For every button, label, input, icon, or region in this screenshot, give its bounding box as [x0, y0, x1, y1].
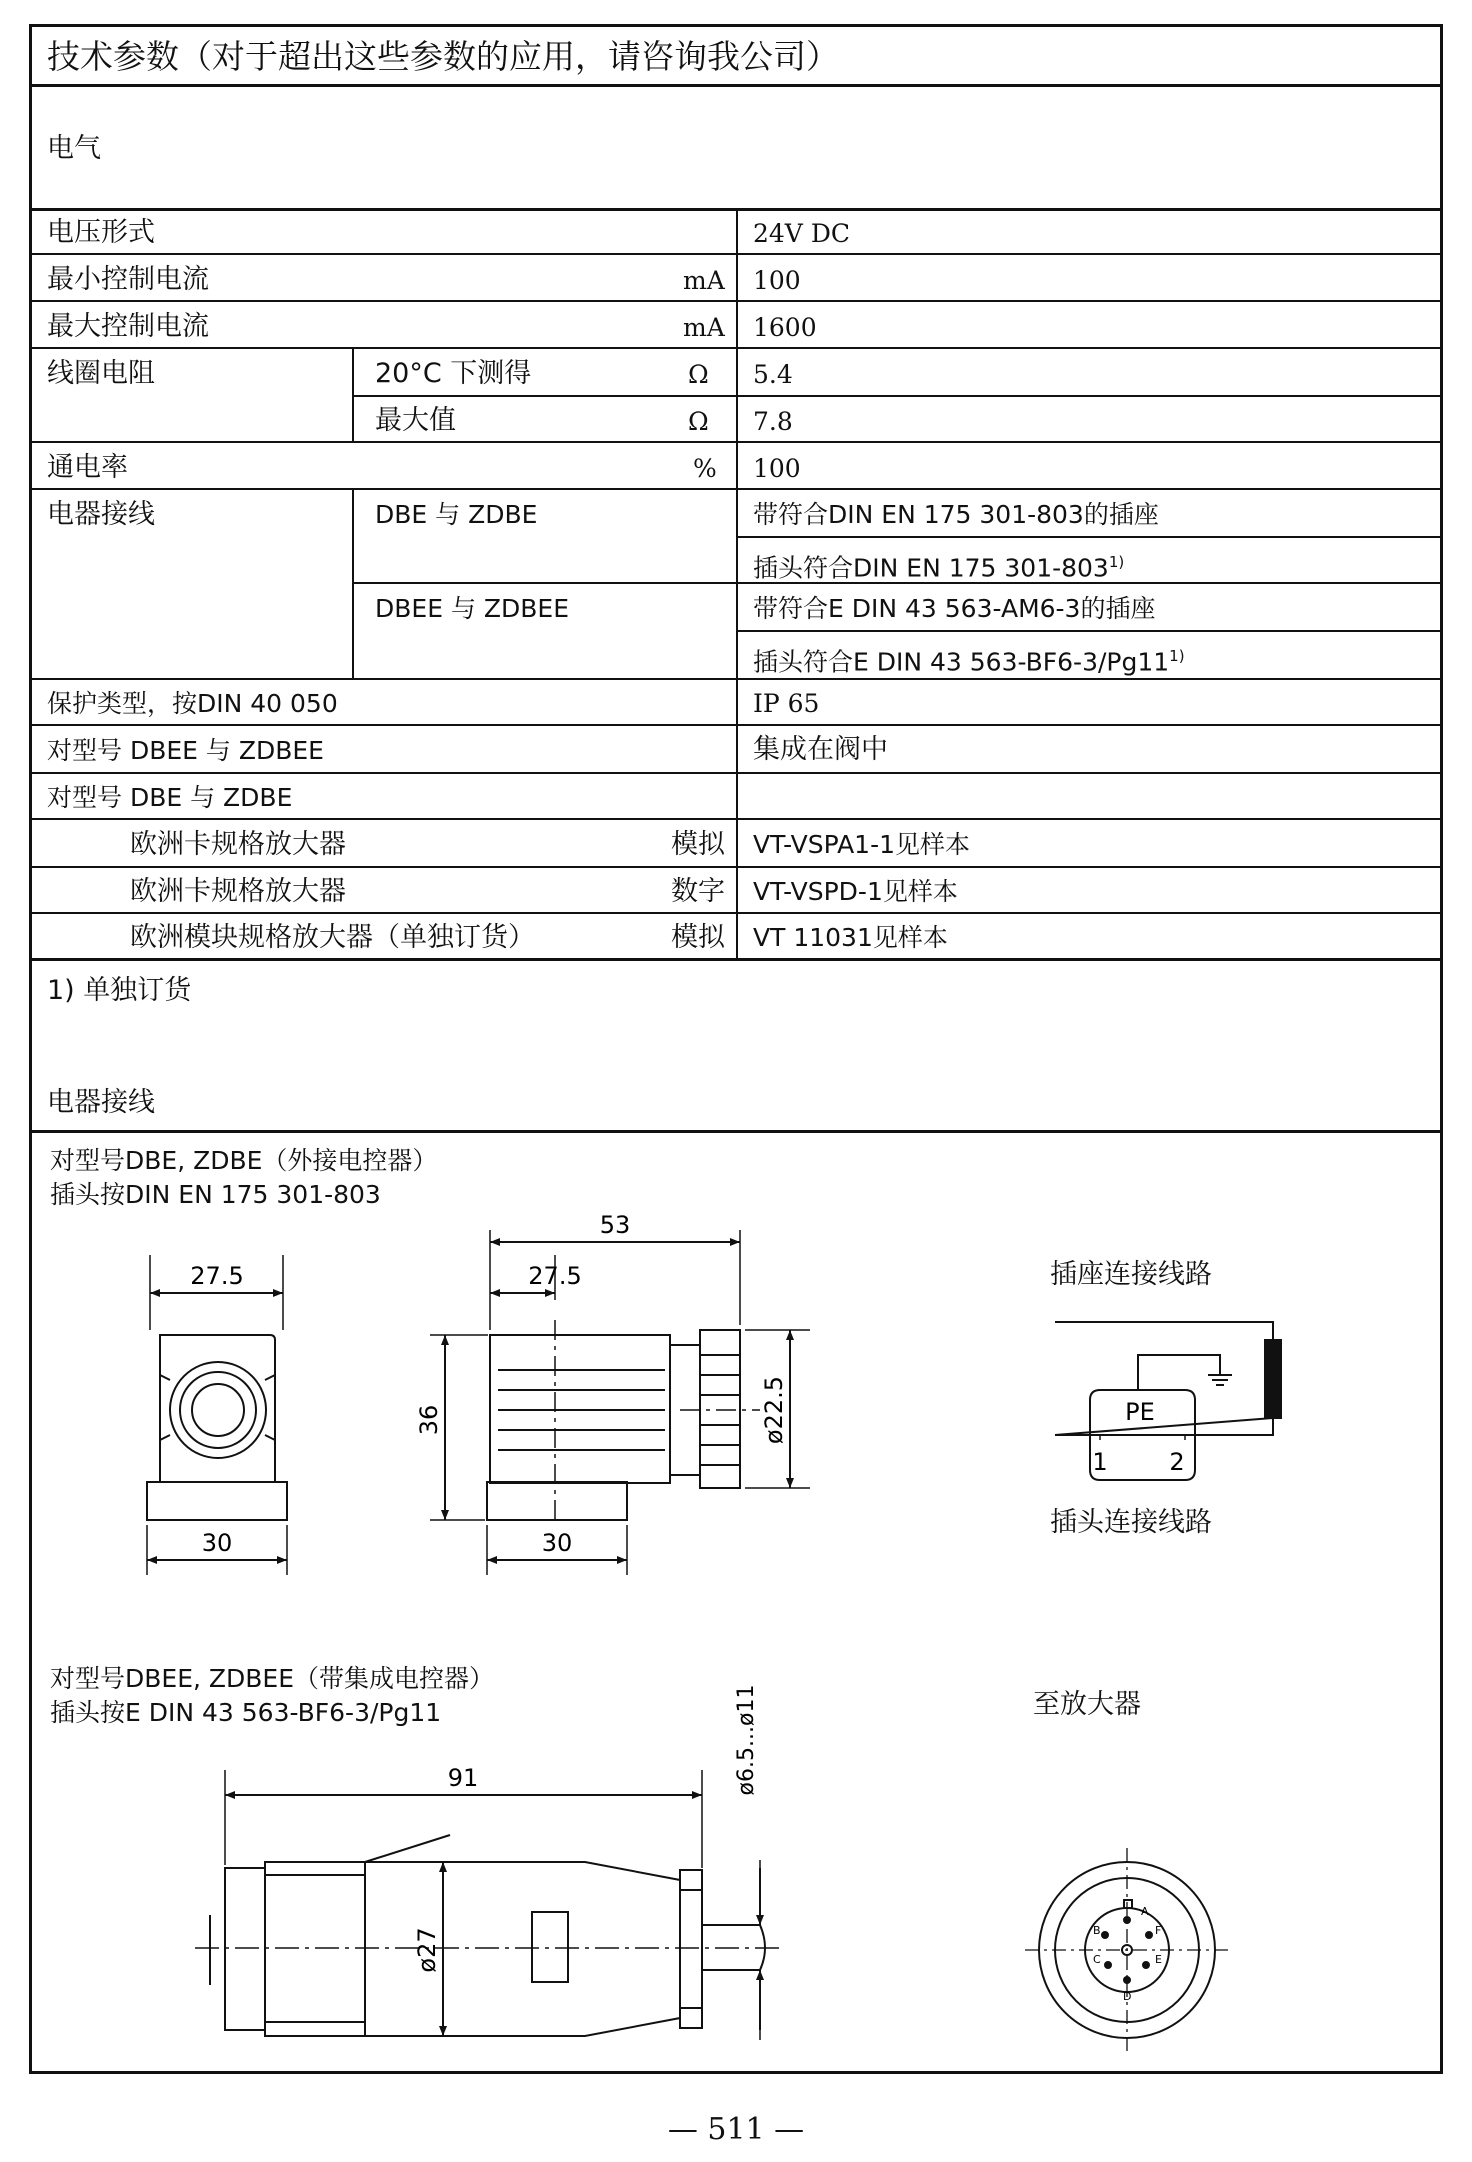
plug-side-view	[487, 1320, 760, 1525]
connection-v2a: 带符合E DIN 43 563-AM6-3的插座	[753, 594, 1156, 623]
page-title: 技术参数（对于超出这些参数的应用，请咨询我公司）	[47, 37, 839, 76]
connection-type2: DBEE 与 ZDBEE	[375, 594, 570, 623]
pin-e-label: E	[1155, 1953, 1162, 1966]
max-current-unit: mA	[683, 313, 725, 342]
dbe-label: 对型号 DBE 与 ZDBE	[47, 783, 293, 812]
section-electrical: 电气	[47, 133, 101, 164]
dim-cable: ø6.5...ø11	[734, 1684, 759, 1796]
drawing2-caption1: 对型号DBEE, ZDBEE（带集成电控器）	[50, 1664, 495, 1693]
duty-unit: %	[693, 454, 717, 483]
pin-f-label: F	[1155, 1924, 1162, 1937]
amp2-unit: 数字	[671, 876, 725, 907]
dim-22-5: ø22.5	[760, 1375, 788, 1445]
dim-30-front: 30	[201, 1529, 233, 1557]
pin-2-label: 2	[1169, 1448, 1185, 1476]
socket-circuit-label: 插座连接线路	[1050, 1259, 1212, 1290]
coil-label: 线圈电阻	[47, 358, 155, 389]
connector-pinout	[1025, 1848, 1230, 2052]
dim-36: 36	[415, 1404, 443, 1436]
long-plug-view	[195, 1835, 780, 2036]
plug-circuit-label: 插头连接线路	[1050, 1507, 1212, 1538]
circuit-diagram	[1055, 1322, 1281, 1480]
footnote: 1) 单独订货	[47, 975, 192, 1006]
duty-label: 通电率	[47, 452, 128, 483]
dim-53: 53	[599, 1211, 631, 1239]
plug-front-view	[147, 1335, 287, 1520]
section-wiring: 电器接线	[47, 1087, 155, 1118]
to-amplifier-label: 至放大器	[1033, 1689, 1141, 1720]
footnote-mark: 1)	[1169, 647, 1185, 665]
pin-a-label: A	[1141, 1905, 1149, 1918]
voltage-label: 电压形式	[47, 217, 155, 248]
coil-cond2: 最大值	[375, 405, 456, 436]
amp1-value: VT-VSPA1-1见样本	[753, 830, 971, 859]
amp3-label: 欧洲模块规格放大器（单独订货）	[130, 922, 535, 953]
connection-v2b: 插头符合E DIN 43 563-BF6-3/Pg11$^{1)}$	[753, 647, 1185, 677]
amp3-unit: 模拟	[671, 922, 725, 953]
amp1-unit: 模拟	[671, 829, 725, 860]
dim-30-side: 30	[541, 1529, 573, 1557]
amp3-value: VT 11031见样本	[753, 923, 948, 952]
drawing1-caption1: 对型号DBE, ZDBE（外接电控器）	[50, 1146, 438, 1175]
amp2-value: VT-VSPD-1见样本	[753, 877, 958, 906]
max-current-label: 最大控制电流	[47, 311, 209, 342]
pe-label: PE	[1125, 1398, 1155, 1426]
dim-27-5-front: 27.5	[190, 1262, 244, 1290]
protection-label: 保护类型，按DIN 40 050	[47, 689, 338, 718]
dbee-label: 对型号 DBEE 与 ZDBEE	[47, 736, 324, 765]
page-number: — 511 —	[667, 2112, 805, 2147]
drawing1-caption2: 插头按DIN EN 175 301-803	[50, 1180, 381, 1209]
min-current-label: 最小控制电流	[47, 264, 209, 295]
amp1-label: 欧洲卡规格放大器	[130, 829, 346, 860]
coil-value2: 7.8	[753, 407, 793, 436]
pin-d-label: D	[1123, 1990, 1132, 2003]
connection-type1: DBE 与 ZDBE	[375, 500, 538, 529]
pin-c-label: C	[1093, 1953, 1101, 1966]
drawing2-caption2: 插头按E DIN 43 563-BF6-3/Pg11	[50, 1698, 442, 1727]
duty-value: 100	[753, 454, 801, 483]
max-current-value: 1600	[753, 313, 817, 342]
dim-27-5-side: 27.5	[528, 1262, 582, 1290]
min-current-value: 100	[753, 266, 801, 295]
coil-cond1: 20°C 下测得	[375, 358, 532, 389]
min-current-unit: mA	[683, 266, 725, 295]
voltage-value: 24V DC	[753, 219, 850, 248]
footnote-mark: 1)	[1108, 553, 1125, 571]
pin-b-label: B	[1093, 1924, 1101, 1937]
dim-27: ø27	[413, 1927, 441, 1973]
pin-1-label: 1	[1092, 1448, 1108, 1476]
dbee-value: 集成在阀中	[753, 734, 888, 765]
protection-value: IP 65	[753, 689, 820, 718]
coil-unit1: Ω	[688, 360, 709, 389]
coil-value1: 5.4	[753, 360, 793, 389]
coil-unit2: Ω	[688, 407, 709, 436]
connection-v1b: 插头符合DIN EN 175 301-803$^{1)}$	[753, 553, 1125, 583]
dim-91: 91	[447, 1764, 479, 1792]
connection-label: 电器接线	[47, 499, 155, 530]
amp2-label: 欧洲卡规格放大器	[130, 876, 346, 907]
connection-v1a: 带符合DIN EN 175 301-803的插座	[753, 500, 1159, 529]
